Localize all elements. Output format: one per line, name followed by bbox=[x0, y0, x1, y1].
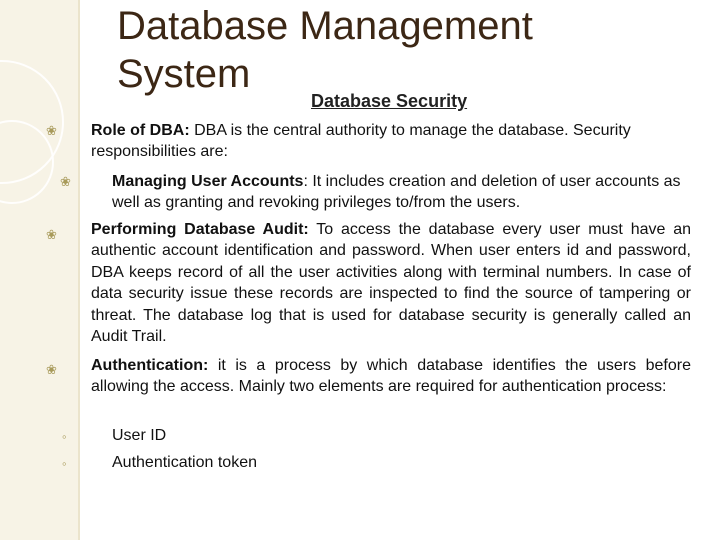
point-authentication bbox=[91, 355, 691, 398]
point-text: DBA is the central authority to manage the database. Security responsibilities are: bbox=[91, 122, 631, 161]
sub-item-user-id: User ID bbox=[112, 427, 167, 444]
decorative-sidebar bbox=[0, 0, 80, 540]
slide-title-line1: Database Management bbox=[117, 4, 533, 48]
point-label: Managing User Accounts bbox=[112, 173, 304, 190]
point-label: Role of DBA: bbox=[91, 122, 190, 139]
fleuron-bullet-icon: ❀ bbox=[46, 123, 57, 138]
point-label: Performing Database Audit: bbox=[91, 221, 309, 238]
fleuron-bullet-icon: ❀ bbox=[46, 362, 57, 377]
point-text: To access the database every user must have an authentic account identification and password. When user enters id and password, DBA keeps record of all the user activities along with terminal numbers. In case of data security issue these records are inspected to find the source of tampering or threat. The database log that is used for database security is generally called an Audit Trail. bbox=[91, 221, 692, 346]
point-managing-user-accounts bbox=[112, 171, 691, 214]
point-role-of-dba bbox=[91, 120, 691, 163]
circle-sub-bullet-icon: ◦ bbox=[62, 456, 67, 471]
point-text: : It includes creation and deletion of user accounts as well as granting and revoking privileges to/from the users. bbox=[112, 173, 681, 212]
fleuron-bullet-icon: ❀ bbox=[46, 227, 57, 242]
circle-sub-bullet-icon: ◦ bbox=[62, 429, 67, 444]
point-performing-database-audit bbox=[91, 219, 691, 347]
slide-title bbox=[117, 2, 533, 98]
slide-subtitle: Database Security bbox=[311, 91, 468, 111]
point-label: Authentication: bbox=[91, 357, 209, 374]
point-text: it is a process by which database identifies the users before allowing the access. Mainly two elements are required for authentication process: bbox=[91, 357, 691, 396]
slide-title-line2: System bbox=[117, 52, 251, 96]
sub-item-authentication-token: Authentication token bbox=[112, 454, 257, 471]
fleuron-bullet-icon: ❀ bbox=[60, 174, 71, 189]
